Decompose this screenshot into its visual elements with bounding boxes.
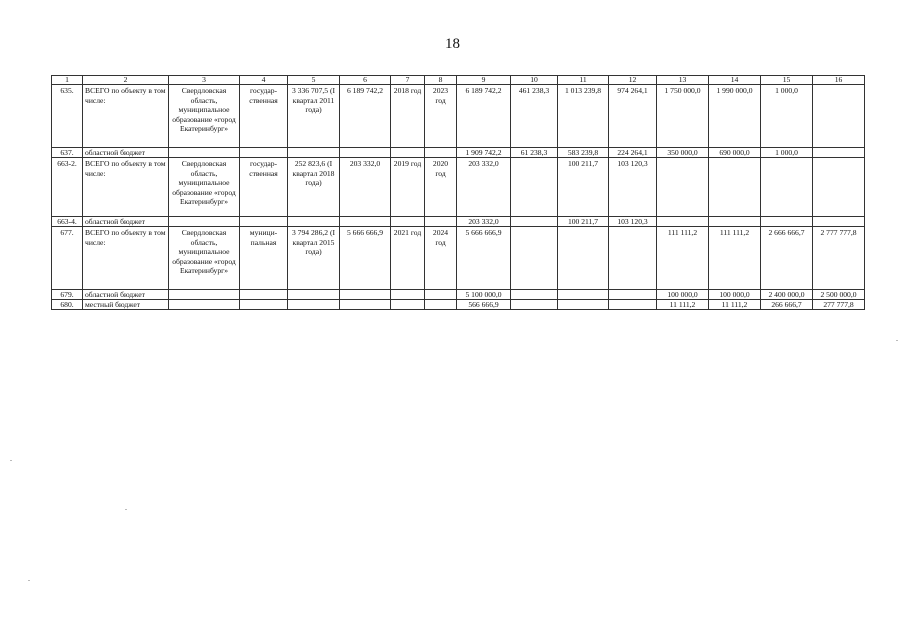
column-header: 16 — [813, 76, 865, 85]
table-cell: 100 211,7 — [558, 158, 609, 217]
table-cell: 635. — [52, 85, 83, 148]
table-cell — [425, 217, 457, 227]
budget-table — [51, 75, 865, 310]
table-cell: 5 666 666,9 — [340, 227, 391, 290]
table-cell: 677. — [52, 227, 83, 290]
table-cell — [425, 290, 457, 300]
table-cell: 3 336 707,5 (I квартал 2011 года) — [288, 85, 340, 148]
table-cell: 1 013 239,8 — [558, 85, 609, 148]
table-cell: 2 500 000,0 — [813, 290, 865, 300]
table-cell — [240, 148, 288, 158]
table-cell: 103 120,3 — [609, 158, 657, 217]
table-cell: 1 990 000,0 — [709, 85, 761, 148]
table-cell: 637. — [52, 148, 83, 158]
table-cell: 1 000,0 — [761, 148, 813, 158]
column-header: 5 — [288, 76, 340, 85]
table-cell: 663-4. — [52, 217, 83, 227]
table-cell — [609, 227, 657, 290]
table-cell: Свердловская область, муниципальное образование «город Екатеринбург» — [169, 85, 240, 148]
table-cell — [240, 290, 288, 300]
table-cell: 111 111,2 — [709, 227, 761, 290]
table-cell — [340, 217, 391, 227]
table-cell: областной бюджет — [83, 148, 169, 158]
scan-speck — [125, 509, 127, 510]
table-cell: 203 332,0 — [457, 217, 511, 227]
table-cell: 100 211,7 — [558, 217, 609, 227]
table-cell: 2023 год — [425, 85, 457, 148]
table-cell — [391, 148, 425, 158]
table-cell: областной бюджет — [83, 290, 169, 300]
table-cell — [511, 300, 558, 310]
column-header: 6 — [340, 76, 391, 85]
table-cell: 1 000,0 — [761, 85, 813, 148]
table-cell: 663-2. — [52, 158, 83, 217]
table-cell: 350 000,0 — [657, 148, 709, 158]
table-row — [52, 85, 865, 148]
table-cell — [391, 217, 425, 227]
table-cell — [169, 290, 240, 300]
table-cell — [288, 217, 340, 227]
table-cell: 2 777 777,8 — [813, 227, 865, 290]
table-cell: 5 666 666,9 — [457, 227, 511, 290]
table-cell: 2019 год — [391, 158, 425, 217]
table-cell: 2 400 000,0 — [761, 290, 813, 300]
table-cell: 103 120,3 — [609, 217, 657, 227]
table-cell: 277 777,8 — [813, 300, 865, 310]
column-header: 15 — [761, 76, 813, 85]
table-cell — [288, 300, 340, 310]
table-row — [52, 217, 865, 227]
column-header: 2 — [83, 76, 169, 85]
table-cell — [425, 300, 457, 310]
table-cell — [657, 158, 709, 217]
table-cell: 6 189 742,2 — [340, 85, 391, 148]
table-cell — [761, 217, 813, 227]
scan-speck — [28, 580, 30, 581]
table-cell: 203 332,0 — [457, 158, 511, 217]
table-cell: 690 000,0 — [709, 148, 761, 158]
table-cell — [391, 300, 425, 310]
table-cell: 583 239,8 — [558, 148, 609, 158]
table-cell — [425, 148, 457, 158]
table-cell — [169, 217, 240, 227]
column-header: 12 — [609, 76, 657, 85]
table-cell — [288, 290, 340, 300]
table-cell: 2018 год — [391, 85, 425, 148]
scan-speck — [896, 340, 898, 341]
table-cell — [511, 227, 558, 290]
table-cell — [761, 158, 813, 217]
table-cell: 679. — [52, 290, 83, 300]
table-cell: местный бюджет — [83, 300, 169, 310]
table-cell: 5 100 000,0 — [457, 290, 511, 300]
table-cell: 2024 год — [425, 227, 457, 290]
table-cell: 224 264,1 — [609, 148, 657, 158]
header-row — [52, 76, 865, 85]
table-cell: 252 823,6 (I квартал 2018 года) — [288, 158, 340, 217]
table-cell — [240, 300, 288, 310]
table-cell: 100 000,0 — [657, 290, 709, 300]
table-cell: 2 666 666,7 — [761, 227, 813, 290]
table-cell — [558, 227, 609, 290]
table-cell: 566 666,9 — [457, 300, 511, 310]
table-cell: государ-ственная — [240, 158, 288, 217]
table-cell — [169, 300, 240, 310]
table-cell: 3 794 286,2 (I квартал 2015 года) — [288, 227, 340, 290]
table-cell: 6 189 742,2 — [457, 85, 511, 148]
table-cell — [813, 148, 865, 158]
table-cell — [169, 148, 240, 158]
table-cell: ВСЕГО по объекту в том числе: — [83, 227, 169, 290]
table-cell: 100 000,0 — [709, 290, 761, 300]
table-cell — [609, 290, 657, 300]
table-cell — [609, 300, 657, 310]
table-cell — [558, 290, 609, 300]
table-cell — [340, 300, 391, 310]
table-cell — [340, 148, 391, 158]
scan-speck — [10, 460, 12, 461]
table-cell: 111 111,2 — [657, 227, 709, 290]
column-header: 7 — [391, 76, 425, 85]
column-header: 13 — [657, 76, 709, 85]
table-cell: 974 264,1 — [609, 85, 657, 148]
table-row — [52, 290, 865, 300]
column-header: 10 — [511, 76, 558, 85]
table-cell — [558, 300, 609, 310]
table-cell: 1 750 000,0 — [657, 85, 709, 148]
table-cell: 11 111,2 — [709, 300, 761, 310]
column-header: 8 — [425, 76, 457, 85]
table-row — [52, 300, 865, 310]
table-cell — [340, 290, 391, 300]
table-cell — [511, 158, 558, 217]
table-cell — [709, 217, 761, 227]
table-cell — [657, 217, 709, 227]
table-cell: ВСЕГО по объекту в том числе: — [83, 158, 169, 217]
table-cell — [511, 290, 558, 300]
table-cell — [813, 217, 865, 227]
table-cell: Свердловская область, муниципальное образование «город Екатеринбург» — [169, 227, 240, 290]
table-cell: 2020 год — [425, 158, 457, 217]
table-cell: государ-ственная — [240, 85, 288, 148]
column-header: 4 — [240, 76, 288, 85]
table-cell: муници-пальная — [240, 227, 288, 290]
column-header: 11 — [558, 76, 609, 85]
table-cell: областной бюджет — [83, 217, 169, 227]
column-header: 3 — [169, 76, 240, 85]
table-row — [52, 158, 865, 217]
table-cell: 461 238,3 — [511, 85, 558, 148]
table-row — [52, 148, 865, 158]
table-cell: ВСЕГО по объекту в том числе: — [83, 85, 169, 148]
table-cell: 203 332,0 — [340, 158, 391, 217]
table-row — [52, 227, 865, 290]
table-cell — [391, 290, 425, 300]
table-cell: 680. — [52, 300, 83, 310]
column-header: 9 — [457, 76, 511, 85]
table-cell: 11 111,2 — [657, 300, 709, 310]
table-cell: Свердловская область, муниципальное образование «город Екатеринбург» — [169, 158, 240, 217]
table-cell — [511, 217, 558, 227]
column-header: 14 — [709, 76, 761, 85]
table-cell — [288, 148, 340, 158]
table-cell: 2021 год — [391, 227, 425, 290]
column-header: 1 — [52, 76, 83, 85]
table-cell — [813, 158, 865, 217]
page-number: 18 — [445, 36, 460, 52]
table-cell: 266 666,7 — [761, 300, 813, 310]
table-cell — [709, 158, 761, 217]
table-cell: 61 238,3 — [511, 148, 558, 158]
table-cell — [240, 217, 288, 227]
table-cell — [813, 85, 865, 148]
table-cell: 1 909 742,2 — [457, 148, 511, 158]
